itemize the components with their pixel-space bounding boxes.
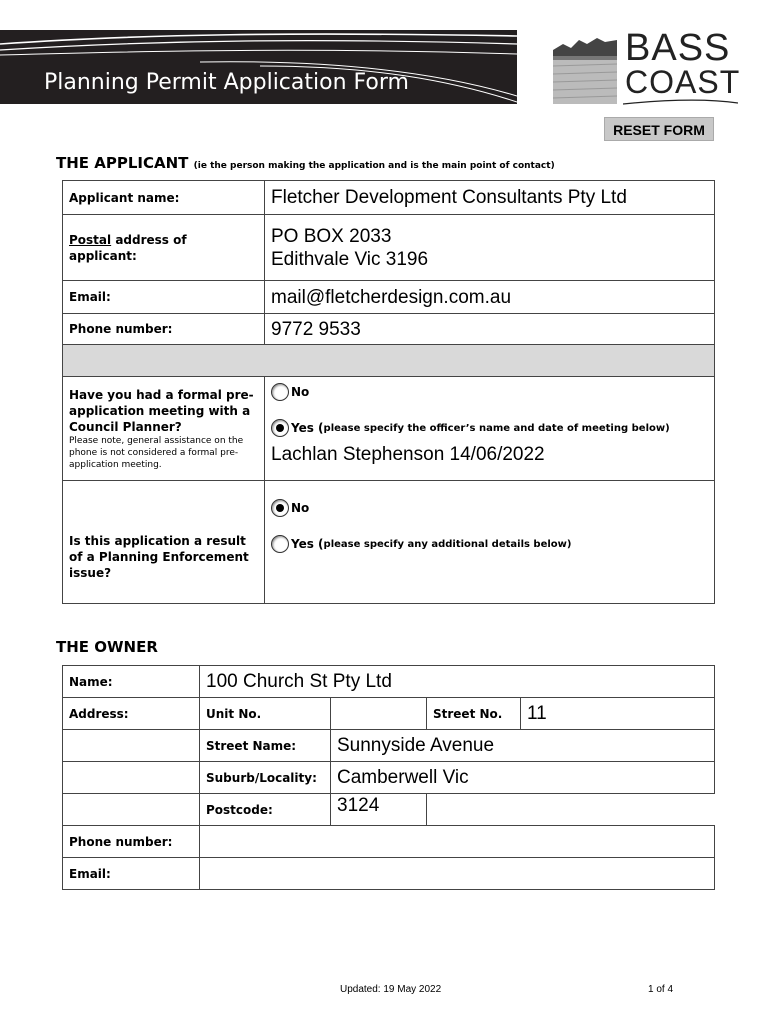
applicant-name-field[interactable] — [265, 181, 715, 215]
postal-address-label: Postal address of applicant: — [69, 232, 187, 263]
suburb-value: Camberwell Vic — [337, 767, 469, 788]
street-name-value: Sunnyside Avenue — [337, 735, 495, 756]
preapp-yes-label: Yes ( — [291, 421, 324, 435]
applicant-heading-text: THE APPLICANT — [56, 154, 189, 172]
enforcement-yes-label: Yes ( — [291, 537, 324, 551]
page-title: Planning Permit Application Form — [44, 70, 409, 95]
enforcement-yes-option[interactable] — [271, 535, 708, 553]
street-name-field[interactable] — [331, 730, 715, 762]
postal-line-1: PO BOX 2033 — [271, 225, 392, 247]
owner-email-row — [63, 858, 715, 890]
postcode-label: Postcode: — [206, 802, 273, 817]
logo-text-coast: COAST — [625, 64, 741, 100]
applicant-table — [62, 180, 715, 604]
logo-text-bass: BASS — [625, 27, 731, 69]
preapp-yes-option[interactable] — [271, 419, 708, 437]
preapp-detail-field[interactable]: Lachlan Stephenson 14/06/2022 — [271, 444, 545, 465]
owner-address-label: Address: — [69, 706, 129, 721]
enforcement-yes-detail: please specify any additional details below) — [323, 538, 572, 550]
enforcement-no-option[interactable] — [271, 499, 708, 517]
applicant-phone-field[interactable] — [265, 314, 715, 345]
applicant-name-value: Fletcher Development Consultants Pty Ltd — [271, 187, 627, 208]
owner-phone-row — [63, 826, 715, 858]
owner-name-value: 100 Church St Pty Ltd — [206, 671, 392, 692]
owner-table — [62, 665, 715, 890]
preapp-yes-detail: please specify the officer’s name and date of meeting below) — [323, 422, 670, 434]
page-number: 1 of 4 — [648, 984, 674, 995]
owner-phone-field[interactable] — [200, 826, 715, 858]
owner-heading: THE OWNER — [56, 638, 158, 656]
enforcement-row — [63, 481, 715, 604]
unit-no-field[interactable] — [331, 698, 427, 730]
applicant-email-field[interactable] — [265, 281, 715, 314]
blank-cell — [63, 762, 200, 794]
bass-coast-logo — [553, 27, 743, 106]
applicant-email-label: Email: — [69, 290, 111, 304]
owner-address-row — [63, 698, 715, 730]
owner-name-row — [63, 666, 715, 698]
postal-line-2: Edithvale Vic 3196 — [271, 248, 429, 270]
enforcement-yes-radio[interactable] — [271, 535, 289, 553]
applicant-name-label: Applicant name: — [69, 190, 180, 205]
street-name-row — [63, 730, 715, 762]
owner-name-label: Name: — [69, 674, 113, 689]
street-no-label: Street No. — [433, 706, 503, 721]
postcode-field[interactable] — [331, 794, 427, 826]
footer-updated: Updated: 19 May 2022 — [340, 984, 442, 995]
applicant-heading-note: (ie the person making the application and is the main point of contact) — [193, 161, 555, 171]
blank-cell — [427, 794, 715, 826]
suburb-label: Suburb/Locality: — [206, 770, 317, 785]
preapp-note: Please note, general assistance on the phone is not considered a formal pre-application meeting. — [69, 435, 244, 470]
preapp-yes-radio[interactable] — [271, 419, 289, 437]
title-banner — [0, 30, 517, 104]
preapp-no-radio[interactable] — [271, 383, 289, 401]
street-no-value: 11 — [527, 703, 547, 724]
blank-cell — [63, 730, 200, 762]
unit-no-label: Unit No. — [206, 706, 262, 721]
suburb-field[interactable] — [331, 762, 715, 794]
applicant-email-value: mail@fletcherdesign.com.au — [271, 286, 512, 308]
owner-phone-label: Phone number: — [69, 834, 173, 849]
enforcement-no-radio[interactable] — [271, 499, 289, 517]
applicant-postal-row — [63, 215, 715, 281]
enforcement-no-label: No — [291, 501, 310, 515]
owner-name-field[interactable] — [200, 666, 715, 698]
applicant-email-row — [63, 281, 715, 314]
preapp-no-option[interactable] — [271, 383, 708, 401]
postcode-row — [63, 794, 715, 826]
street-no-field[interactable] — [521, 698, 715, 730]
reset-form-button[interactable]: RESET FORM — [604, 117, 714, 141]
preapp-no-label: No — [291, 385, 310, 399]
applicant-name-row — [63, 181, 715, 215]
landscape-logo-icon — [553, 30, 617, 104]
preapp-row — [63, 377, 715, 481]
owner-email-label: Email: — [69, 866, 111, 881]
applicant-phone-label: Phone number: — [69, 322, 173, 336]
postal-address-field[interactable] — [265, 215, 715, 281]
suburb-row — [63, 762, 715, 794]
preapp-question: Have you had a formal pre-application meeting with a Council Planner? — [69, 387, 254, 434]
postcode-value: 3124 — [337, 795, 380, 816]
logo-swoosh — [623, 98, 738, 106]
owner-email-field[interactable] — [200, 858, 715, 890]
blank-cell — [63, 794, 200, 826]
street-name-label: Street Name: — [206, 738, 297, 753]
shaded-divider-row — [63, 345, 715, 377]
shaded-divider — [63, 345, 715, 377]
applicant-heading — [56, 154, 555, 172]
applicant-phone-row — [63, 314, 715, 345]
enforcement-question: Is this application a result of a Planning Enforcement issue? — [69, 534, 249, 580]
applicant-phone-value: 9772 9533 — [271, 318, 361, 340]
